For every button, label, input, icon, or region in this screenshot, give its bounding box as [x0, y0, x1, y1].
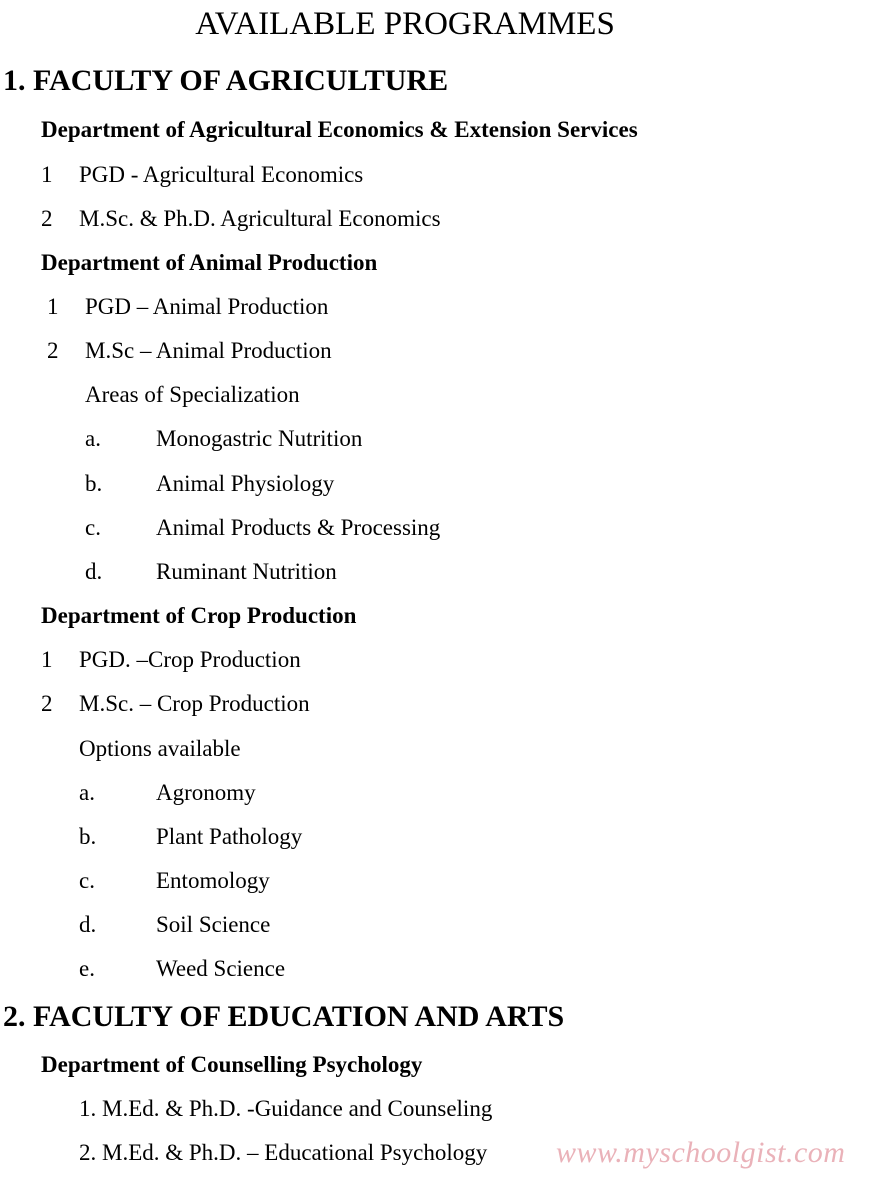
- faculty-heading-education-arts: 2. FACULTY OF EDUCATION AND ARTS: [3, 1000, 565, 1033]
- options-subheading: Areas of Specialization: [85, 382, 300, 407]
- option-letter: c.: [79, 868, 95, 893]
- option-item: Animal Products & Processing: [156, 515, 441, 540]
- programme-item: M.Sc – Animal Production: [85, 338, 332, 363]
- option-item: Agronomy: [156, 780, 256, 805]
- option-item: Monogastric Nutrition: [156, 426, 363, 451]
- programme-number: 2: [41, 206, 53, 231]
- page-title: AVAILABLE PROGRAMMES: [195, 6, 615, 42]
- faculty-heading-agriculture: 1. FACULTY OF AGRICULTURE: [3, 64, 449, 97]
- option-item: Weed Science: [156, 956, 286, 981]
- programme-item: 1. M.Ed. & Ph.D. -Guidance and Counseling: [79, 1096, 493, 1121]
- programme-item: M.Sc. – Crop Production: [79, 691, 310, 716]
- option-letter: b.: [85, 471, 103, 496]
- watermark-logo: www.myschoolgist.com: [556, 1136, 846, 1169]
- option-item: Plant Pathology: [156, 824, 303, 849]
- programme-number: 2: [41, 691, 53, 716]
- options-subheading: Options available: [79, 736, 241, 761]
- option-letter: e.: [79, 956, 95, 981]
- option-letter: a.: [85, 426, 101, 451]
- option-letter: d.: [85, 559, 103, 584]
- programme-number: 2: [47, 338, 59, 363]
- option-letter: c.: [85, 515, 101, 540]
- programme-number: 1: [41, 647, 53, 672]
- option-letter: d.: [79, 912, 97, 937]
- option-letter: a.: [79, 780, 95, 805]
- department-heading-crop-production: Department of Crop Production: [41, 603, 357, 628]
- department-heading-animal-production: Department of Animal Production: [41, 250, 378, 275]
- programme-number: 1: [47, 294, 59, 319]
- programme-number: 1: [41, 162, 53, 187]
- option-item: Ruminant Nutrition: [156, 559, 337, 584]
- programme-item: PGD - Agricultural Economics: [79, 162, 364, 187]
- programme-item: PGD. –Crop Production: [79, 647, 301, 672]
- option-item: Soil Science: [156, 912, 271, 937]
- department-heading-agricultural-economics: Department of Agricultural Economics & Extension Services: [41, 117, 638, 142]
- option-item: Animal Physiology: [156, 471, 335, 496]
- option-letter: b.: [79, 824, 97, 849]
- option-item: Entomology: [156, 868, 270, 893]
- programme-item: M.Sc. & Ph.D. Agricultural Economics: [79, 206, 441, 231]
- department-heading-counselling-psychology: Department of Counselling Psychology: [41, 1052, 423, 1077]
- programme-item: 2. M.Ed. & Ph.D. – Educational Psychology: [79, 1140, 488, 1165]
- programme-item: PGD – Animal Production: [85, 294, 329, 319]
